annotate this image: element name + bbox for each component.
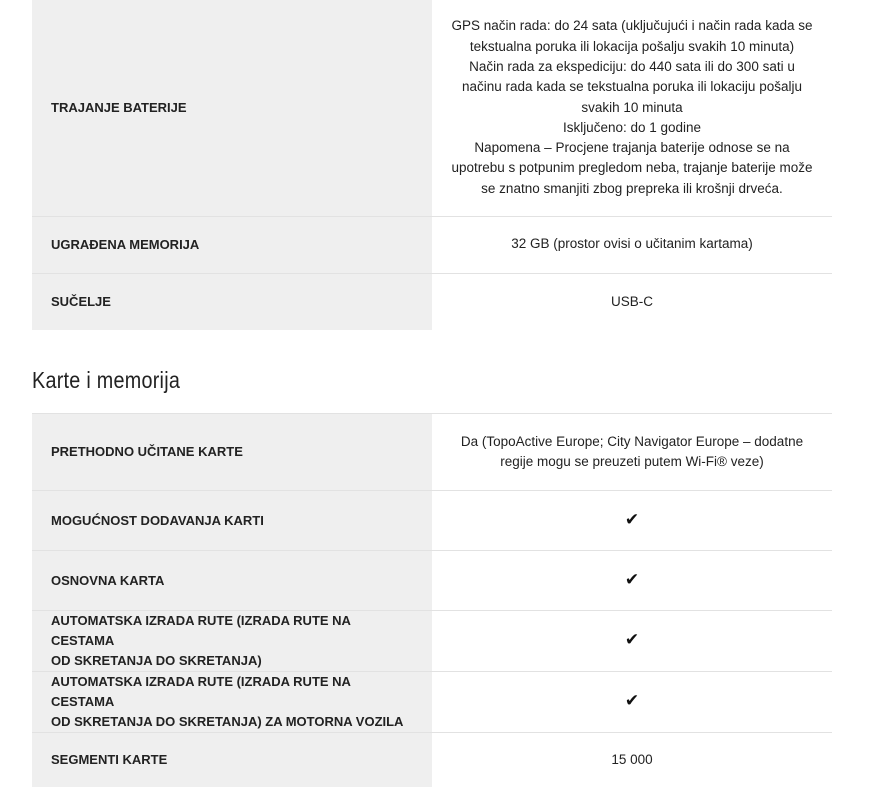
maps-specs-table bbox=[32, 413, 832, 787]
table-row bbox=[32, 733, 832, 787]
checkmark-icon: ✔ bbox=[624, 569, 640, 589]
table-row bbox=[32, 414, 832, 491]
table-row bbox=[32, 611, 832, 672]
spec-label: SEGMENTI KARTE bbox=[32, 733, 432, 787]
value-line: Način rada za ekspediciju: do 440 sata ili do 300 sati u bbox=[469, 59, 795, 74]
spec-label: MOGUĆNOST DODAVANJA KARTI bbox=[32, 491, 432, 551]
table-row bbox=[32, 551, 832, 611]
checkmark-icon: ✔ bbox=[624, 691, 640, 711]
value-line: Napomena – Procjene trajanja baterije odnose se na bbox=[474, 140, 790, 156]
spec-value bbox=[432, 672, 832, 733]
checkmark-icon: ✔ bbox=[624, 630, 640, 650]
label-line: OD SKRETANJA DO SKRETANJA) ZA MOTORNA VOZILA bbox=[51, 714, 404, 729]
specs-container bbox=[32, 0, 832, 787]
spec-label-text: TRAJANJE BATERIJE bbox=[51, 99, 187, 115]
value-line: Isključeno: do 1 godine bbox=[562, 119, 702, 135]
spec-value bbox=[432, 491, 832, 551]
spec-label bbox=[32, 611, 432, 672]
table-row bbox=[32, 0, 832, 216]
label-line: OD SKRETANJA DO SKRETANJA) bbox=[51, 653, 262, 668]
spec-value bbox=[432, 0, 832, 216]
label-line: AUTOMATSKA IZRADA RUTE (IZRADA RUTE NA CESTAMA bbox=[51, 613, 351, 648]
value-line: regije mogu se preuzeti putem Wi-Fi® veze) bbox=[500, 454, 764, 469]
table-row bbox=[32, 216, 832, 273]
value-line: svakih 10 minuta bbox=[581, 99, 683, 115]
section-title: Karte i memorija bbox=[32, 367, 181, 393]
spec-value bbox=[432, 551, 832, 611]
spec-label bbox=[32, 672, 432, 733]
spec-label: PRETHODNO UČITANE KARTE bbox=[32, 414, 432, 491]
spec-value: 32 GB (prostor ovisi o učitanim kartama) bbox=[432, 216, 832, 273]
battery-specs-table bbox=[32, 0, 832, 330]
value-line: načinu rada kada se tekstualna poruka ili lokaciju pošalju bbox=[462, 79, 802, 95]
spec-value bbox=[432, 414, 832, 491]
table-row bbox=[32, 491, 832, 551]
value-line: Da (TopoActive Europe; City Navigator Europe – dodatne bbox=[460, 433, 804, 449]
spec-value: USB-C bbox=[432, 273, 832, 330]
value-line: upotrebu s potpunim pregledom neba, trajanje baterije može bbox=[451, 160, 813, 176]
spec-label: OSNOVNA KARTA bbox=[32, 551, 432, 611]
spec-label: SUČELJE bbox=[32, 273, 432, 330]
value-line: se znatno smanjiti zbog prepreka ili krošnji drveća. bbox=[481, 180, 783, 196]
spec-value: 15 000 bbox=[432, 733, 832, 787]
table-row bbox=[32, 672, 832, 733]
label-line: AUTOMATSKA IZRADA RUTE (IZRADA RUTE NA CESTAMA bbox=[51, 674, 351, 709]
value-line: tekstualna poruka ili lokacija pošalju svakih 10 minuta) bbox=[469, 38, 795, 54]
spec-label bbox=[32, 0, 432, 216]
value-line: GPS način rada: do 24 sata (uključujući i način rada kada se bbox=[451, 18, 813, 34]
spec-label: UGRAĐENA MEMORIJA bbox=[32, 216, 432, 273]
spec-value bbox=[432, 611, 832, 672]
table-row bbox=[32, 273, 832, 330]
checkmark-icon: ✔ bbox=[624, 509, 640, 529]
